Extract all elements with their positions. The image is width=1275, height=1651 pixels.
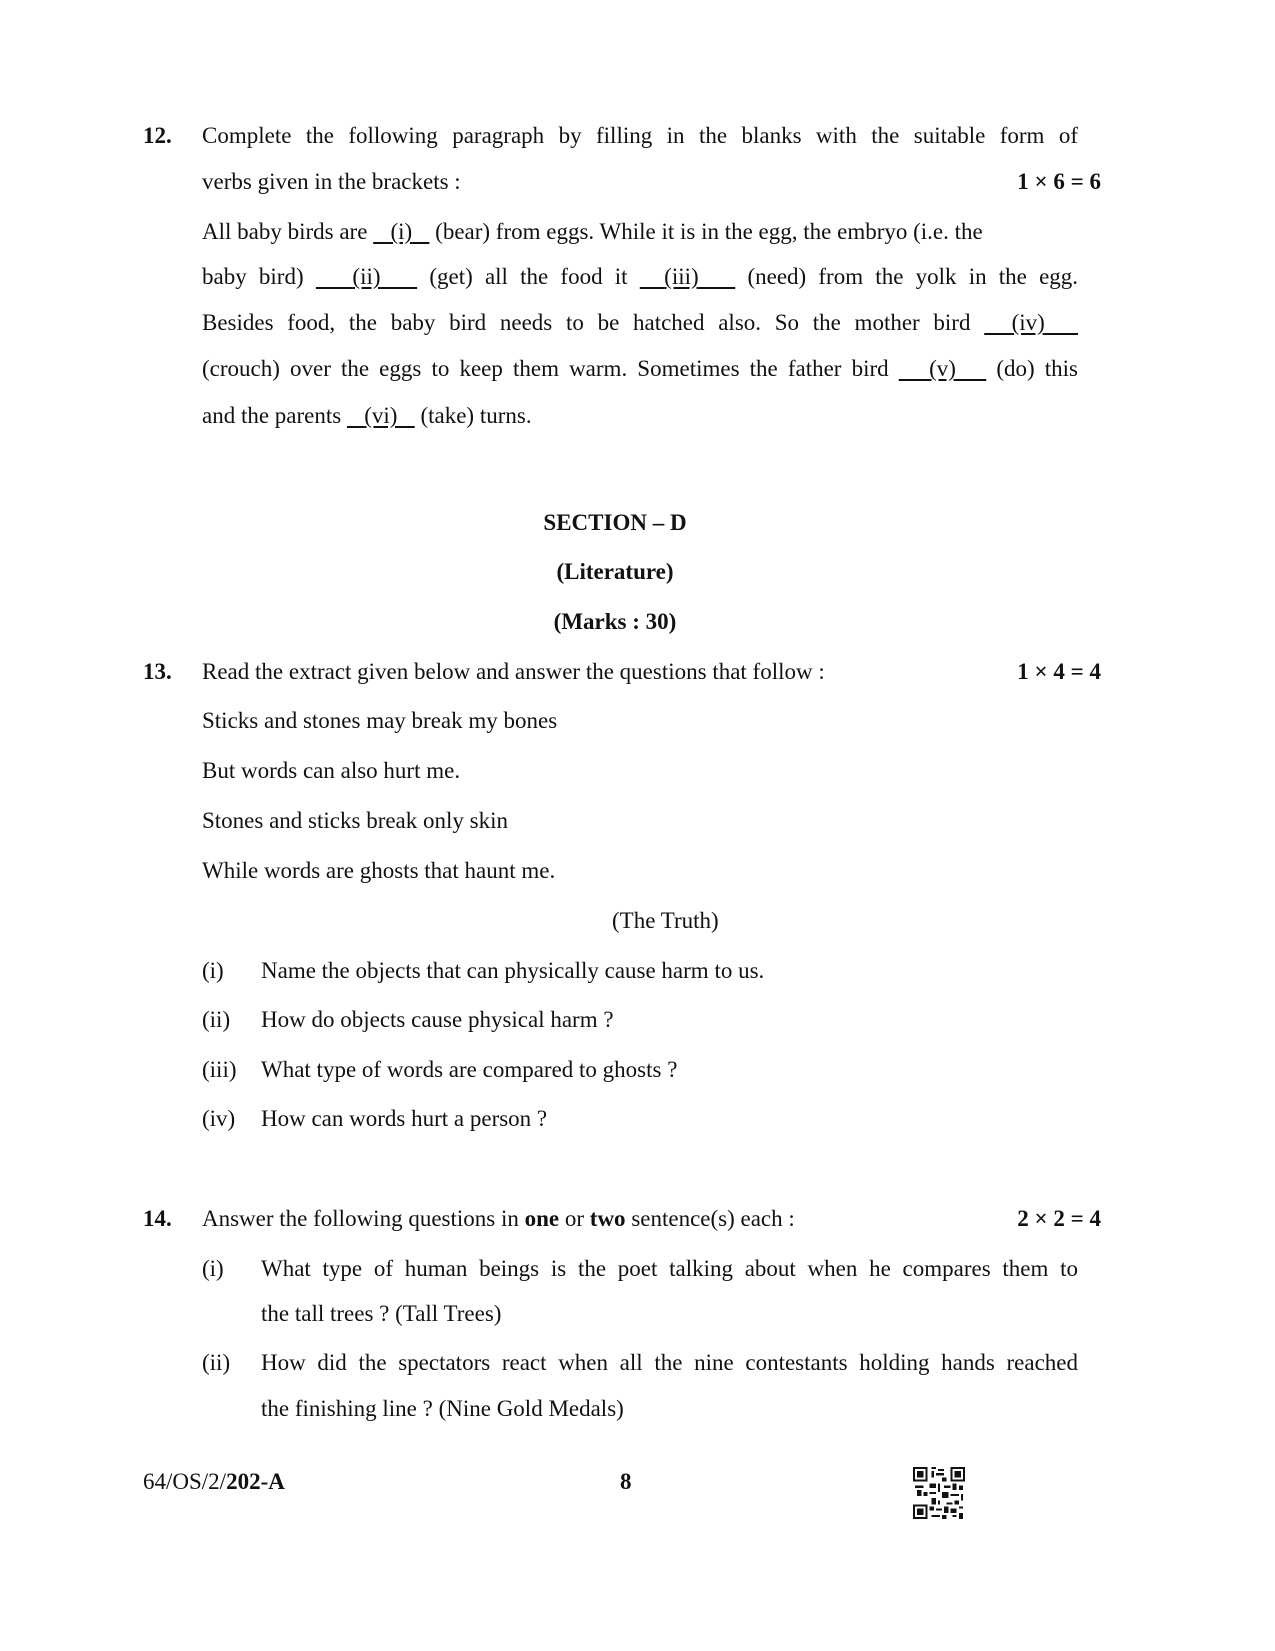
q14-sub-text: the finishing line ? (Nine Gold Medals) [261,1396,624,1421]
paper-code: 64/OS/2/202-A [143,1469,285,1494]
q13-prompt: Read the extract given below and answer the questions that follow : [202,659,825,684]
q12-text: (need) from the yolk in the egg. [747,264,1079,289]
question-number-14: 14. [143,1206,172,1231]
poem-line: Stones and sticks break only skin [202,808,508,833]
blank-i: (i) [390,219,413,244]
poem-line: While words are ghosts that haunt me. [202,858,556,883]
blank-ii: (ii) [352,264,381,289]
blank-vi: (vi) [364,403,398,428]
question-number-12: 12. [143,123,172,148]
q12-text: baby bird) [202,264,304,289]
qr-code-icon [913,1467,965,1519]
q12-prompt-line2: verbs given in the brackets : [202,169,461,194]
section-subtitle: (Literature) [556,559,674,584]
q12-paragraph-line1 [202,219,983,245]
q12-text: All baby birds are [202,219,368,244]
q12-paragraph-line4 [202,356,1078,382]
question-number-13: 13. [143,659,172,684]
blank-iii: (iii) [664,264,699,289]
blank-v: (v) [929,356,956,381]
q14-marks: 2 × 2 = 4 [1017,1206,1101,1231]
q13-sub-text: How can words hurt a person ? [261,1106,548,1131]
q12-text: (bear) from eggs. While it is in the egg, the embryo (i.e. the [435,219,983,244]
q13-sub-label: (ii) [202,1007,231,1032]
q14-sub-label: (i) [202,1256,224,1281]
q14-prompt: Answer the following questions in one or two sentence(s) each : [202,1206,795,1231]
q12-paragraph-line5 [202,403,532,429]
section-marks: (Marks : 30) [553,609,677,634]
q14-sub-label: (ii) [202,1350,231,1375]
q12-text: and the parents [202,403,342,428]
q12-text: (take) turns. [420,403,532,428]
section-title: SECTION – D [543,510,687,535]
q14-sub-text: What type of human beings is the poet talking about when he compares them to [261,1256,1078,1281]
poem-source: (The Truth) [612,908,719,933]
q12-text: (do) this [996,356,1078,381]
poem-line: But words can also hurt me. [202,758,461,783]
q12-paragraph-line2 [202,264,1078,290]
q12-text: (get) all the food it [429,264,628,289]
blank-iv: (iv) [1011,310,1045,335]
q14-sub-text: How did the spectators react when all the nine contestants holding hands reached [261,1350,1078,1375]
q12-prompt-line1: Complete the following paragraph by filling in the blanks with the suitable form of [202,123,1078,148]
q13-sub-text: Name the objects that can physically cause harm to us. [261,958,765,983]
q12-text: Besides food, the baby bird needs to be hatched also. So the mother bird [202,310,971,335]
q13-sub-label: (iv) [202,1106,236,1131]
q13-sub-label: (iii) [202,1057,237,1082]
q13-sub-label: (i) [202,958,224,983]
page-number: 8 [620,1469,632,1494]
q12-paragraph-line3 [202,310,1078,336]
q13-marks: 1 × 4 = 4 [1017,659,1101,684]
q13-sub-text: How do objects cause physical harm ? [261,1007,614,1032]
q12-text: (crouch) over the eggs to keep them warm. Sometimes the father bird [202,356,889,381]
q13-sub-text: What type of words are compared to ghosts ? [261,1057,678,1082]
q14-sub-text: the tall trees ? (Tall Trees) [261,1301,502,1326]
poem-line: Sticks and stones may break my bones [202,708,558,733]
q12-marks: 1 × 6 = 6 [1017,169,1101,194]
